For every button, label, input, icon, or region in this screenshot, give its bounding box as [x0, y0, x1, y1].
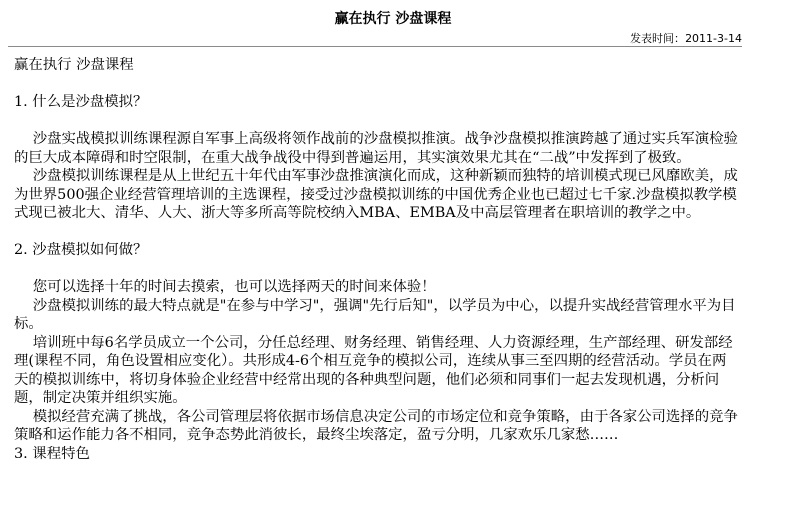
body-paragraph: 您可以选择十年的时间去摸索，也可以选择两天的时间来体验！	[32, 279, 436, 295]
body-paragraph: 沙盘实战模拟训练课程源自军事上高级将领作战前的沙盘模拟推演。战争沙盘模拟推演跨越了通过实兵军演检验的巨大成本障碍和时空限制，在重大战争战役中得到普遍运用，其实演效果尤其在“二战”中发挥到了极致。	[14, 131, 738, 166]
publish-date-label: 发表时间：	[630, 32, 686, 45]
body-paragraph: 培训班中每6名学员成立一个公司，分任总经理、财务经理、销售经理、人力资源经理，生产部经理、研发部经理(课程不同，角色设置相应变化）。共形成4-6个相互竞争的模拟公司，连续从事三至四期的经营活动。学员在两天的模拟训练中，将切身体验企业经营中经常出现的各种典型问题，他们必须和同事们一起去发现机遇，分析问题，制定决策并组织实施。	[14, 334, 733, 406]
section-heading-2: 2. 沙盘模拟如何做？	[14, 242, 148, 258]
document-title: 赢在执行 沙盘课程	[14, 57, 134, 73]
section-heading-1: 1. 什么是沙盘模拟？	[14, 94, 148, 110]
publish-date-value: 2011-3-14	[685, 32, 742, 45]
body-paragraph: 模拟经营充满了挑战，各公司管理层将依据市场信息决定公司的市场定位和竞争策略，由于各家公司选择的竞争策略和运作能力各不相同，竞争态势此消彼长，最终尘埃落定，盈亏分明，几家欢乐几家愁……	[14, 408, 738, 443]
article-body	[14, 56, 740, 463]
section-heading-3: 3. 课程特色	[14, 445, 90, 462]
publish-date	[630, 32, 742, 45]
body-paragraph: 沙盘模拟训练的最大特点就是"在参与中学习"，强调"先行后知"，以学员为中心，以提升实战经营管理水平为目标。	[14, 297, 736, 332]
article-title: 赢在执行 沙盘课程	[334, 11, 452, 27]
body-paragraph: 沙盘模拟训练课程是从上世纪五十年代由军事沙盘推演演化而成，这种新颖而独特的培训模式现已风靡欧美，成为世界500强企业经营管理培训的主选课程，接受过沙盘模拟训练的中国优秀企业也已超过七千家.沙盘模拟教学模式现已被北大、清华、人大、浙大等多所高等院校纳入MBA、EMBA及中高层管理者在职培训的教学之中。	[14, 168, 738, 221]
title-divider	[8, 46, 742, 47]
